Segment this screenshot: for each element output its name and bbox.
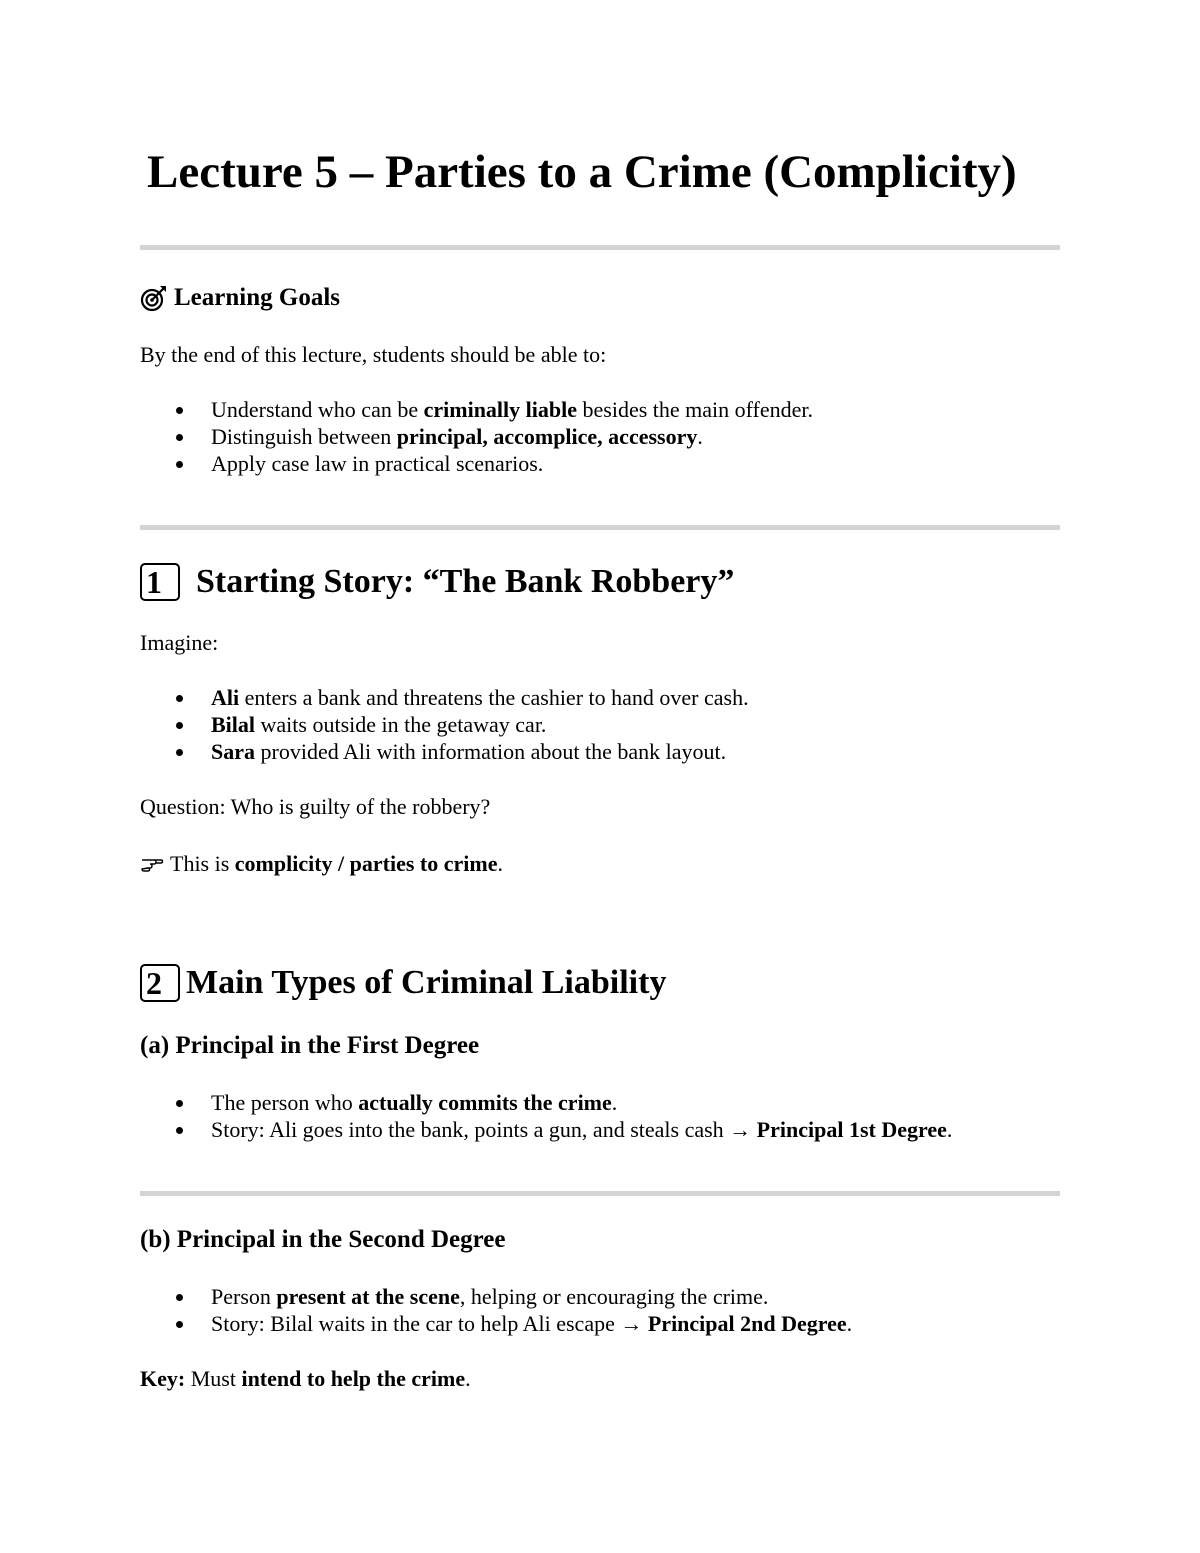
principal-first-degree-heading: (a) Principal in the First Degree	[140, 1032, 480, 1059]
section-number-badge: 2	[140, 964, 180, 1002]
first-degree-list	[140, 1089, 952, 1143]
learning-goals-heading	[140, 283, 340, 313]
section-number-badge: 1	[140, 563, 180, 601]
list-item: Story: Bilal waits in the car to help Ali escape → Principal 2nd Degree.	[140, 1310, 852, 1337]
story-list	[140, 684, 749, 765]
list-item: Ali enters a bank and threatens the cashier to hand over cash.	[140, 684, 749, 711]
list-item: Person present at the scene, helping or encouraging the crime.	[140, 1283, 852, 1310]
list-item: Understand who can be criminally liable besides the main offender.	[140, 396, 813, 423]
divider	[140, 245, 1060, 250]
section-2-heading	[140, 963, 666, 1003]
page-title: Lecture 5 – Parties to a Crime (Complicity)	[147, 146, 1017, 198]
complicity-note: This is complicity / parties to crime.	[140, 850, 503, 877]
learning-goals-label: Learning Goals	[174, 284, 340, 311]
goals-intro: By the end of this lecture, students should be able to:	[140, 342, 607, 367]
section-1-heading	[140, 562, 734, 602]
divider	[140, 1191, 1060, 1196]
goals-list	[140, 396, 813, 477]
list-item: The person who actually commits the crime.	[140, 1089, 952, 1116]
second-degree-list	[140, 1283, 852, 1337]
pointing-hand-icon	[140, 853, 164, 873]
target-icon	[140, 284, 168, 312]
key-note: Key: Must intend to help the crime.	[140, 1366, 471, 1391]
list-item: Story: Ali goes into the bank, points a gun, and steals cash → Principal 1st Degree.	[140, 1116, 952, 1143]
divider	[140, 525, 1060, 530]
list-item: Distinguish between principal, accomplice, accessory.	[140, 423, 813, 450]
question-text: Question: Who is guilty of the robbery?	[140, 794, 491, 819]
list-item: Sara provided Ali with information about the bank layout.	[140, 738, 749, 765]
section-2-title: Main Types of Criminal Liability	[186, 964, 667, 1001]
principal-second-degree-heading: (b) Principal in the Second Degree	[140, 1226, 506, 1253]
list-item: Apply case law in practical scenarios.	[140, 450, 813, 477]
section-1-title: Starting Story: “The Bank Robbery”	[196, 563, 735, 600]
imagine-label: Imagine:	[140, 630, 219, 655]
list-item: Bilal waits outside in the getaway car.	[140, 711, 749, 738]
